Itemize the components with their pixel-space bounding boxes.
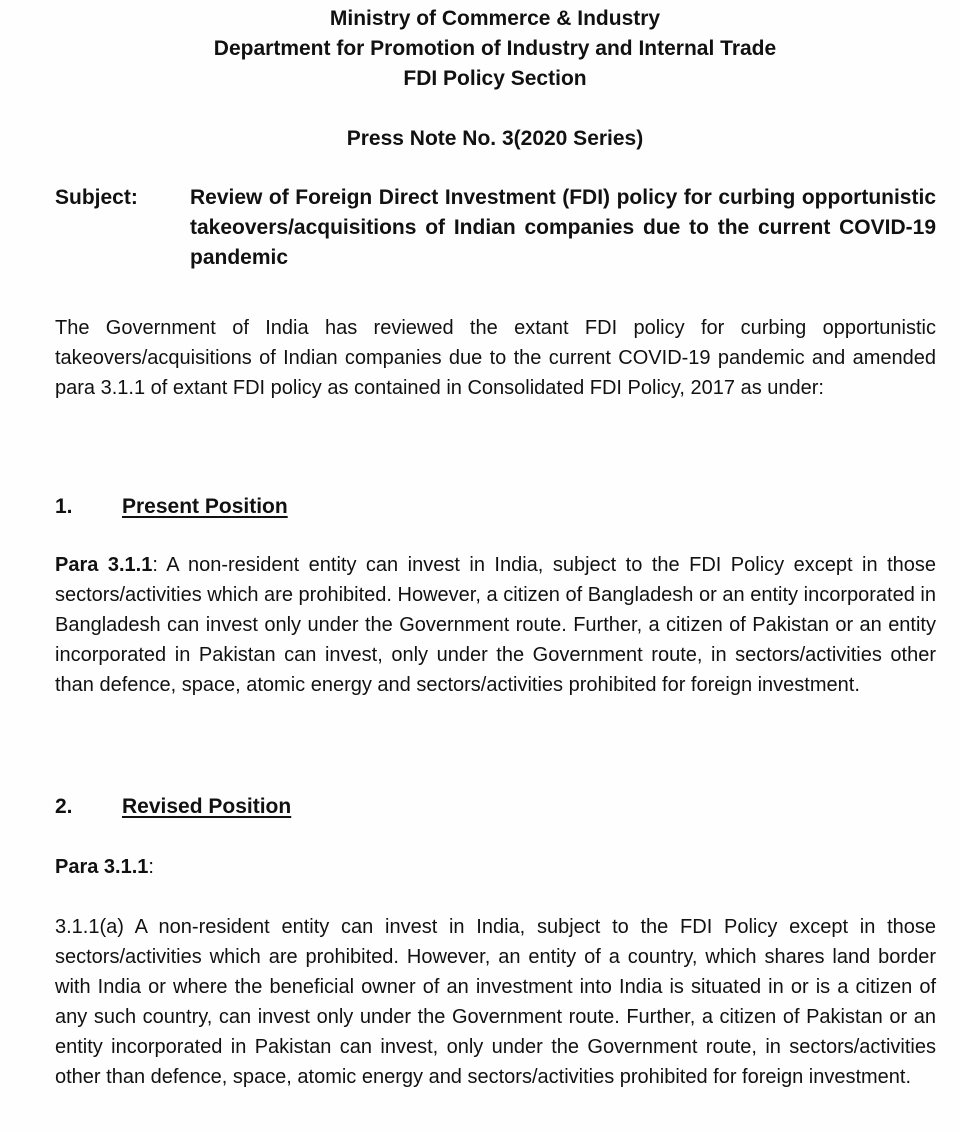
revised-para-suffix: : <box>148 856 154 878</box>
department-heading: Department for Promotion of Industry and Internal Trade <box>213 37 777 60</box>
press-note-number: Press Note No. 3(2020 Series) <box>346 127 644 150</box>
section-heading: FDI Policy Section <box>403 67 587 90</box>
revised-para-label: Para 3.1.1 <box>55 856 149 878</box>
section-2-number: 2. <box>55 795 73 818</box>
revised-para-heading <box>55 852 154 882</box>
present-para-label: Para 3.1.1 <box>55 554 153 576</box>
intro-paragraph: The Government of India has reviewed the extant FDI policy for curbing opportunistic takeovers/acquisitions of Indian companies due to the current COVID-19 pandemic and amended para 3.1.1 of extant FDI policy as contained in Consolidated FDI Policy, 2017 as under: <box>55 317 936 399</box>
revised-position-paragraph: 3.1.1(a) A non-resident entity can invest in India, subject to the FDI Policy except in those sectors/activities which are prohibited. However, an entity of a country, which shares land border with India or where the beneficial owner of an investment into India is situated in or is a citizen of any such country, can invest only under the Government route. Further, a citizen of Pakistan or an entity incorporated in Pakistan can invest, only under the Government route, in sectors/activities other than defence, space, atomic energy and sectors/activities prohibited for foreign investment. <box>55 916 936 1088</box>
ministry-heading: Ministry of Commerce & Industry <box>329 7 661 30</box>
present-position-paragraph <box>55 550 936 700</box>
subject-label: Subject: <box>55 186 138 209</box>
section-2-title: Revised Position <box>122 795 292 818</box>
present-para-text: : A non-resident entity can invest in India, subject to the FDI Policy except in those sectors/activities which are prohibited. However, a citizen of Bangladesh or an entity incorporated in Bangladesh can invest only under the Government route. Further, a citizen of Pakistan or an entity incorporated in Pakistan can invest, only under the Government route, in sectors/activities other than defence, space, atomic energy and sectors/activities prohibited for foreign investment. <box>55 554 937 696</box>
section-1-number: 1. <box>55 495 73 518</box>
section-1-title: Present Position <box>122 495 288 518</box>
subject-text: Review of Foreign Direct Investment (FDI) policy for curbing opportunistic takeovers/acquisitions of Indian companies due to the current COVID-19 pandemic <box>190 186 936 269</box>
